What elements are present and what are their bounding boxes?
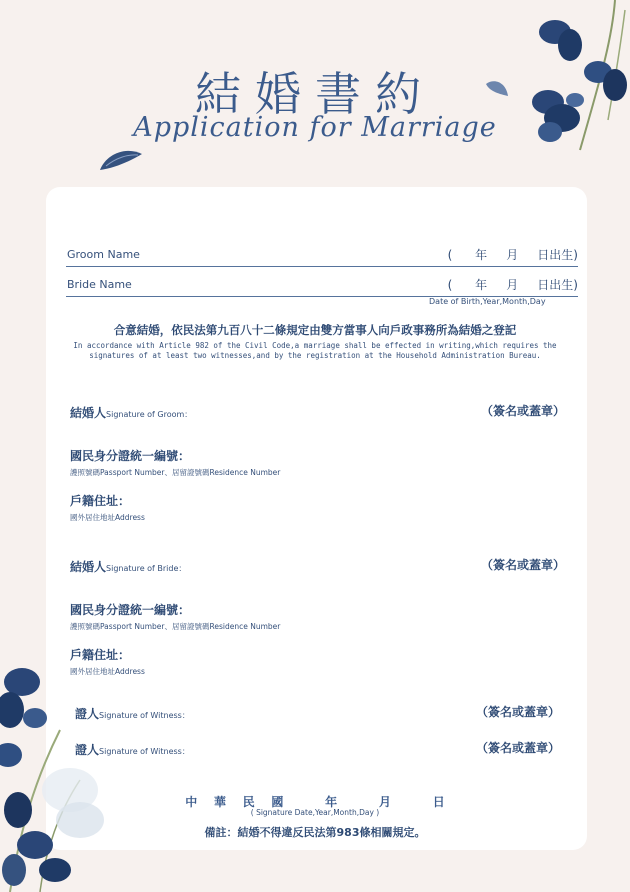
groom-sign-or-seal-hint: （簽名或蓋章） — [480, 404, 565, 418]
bride-id-field[interactable] — [70, 601, 280, 632]
groom-signature-label: 結婚人 — [70, 406, 107, 420]
groom-passport-label: 護照號碼Passport Number、居留證號碼Residence Number — [70, 468, 281, 477]
signature-date-line: 中 華 民 國 年 月 日 — [185, 795, 445, 809]
bride-id-label: 國民身分證統一編號： — [70, 603, 191, 617]
legal-notice-english-line-2: signatures of at least two witnesses,and by the registration at the Household Administration Bureau. — [89, 351, 541, 360]
bride-birth-date-field: ( 年 月 日出生) — [447, 278, 578, 292]
witness-2-sign-or-seal-hint: （簽名或蓋章） — [475, 741, 560, 755]
bride-signature-label: 結婚人 — [70, 560, 107, 574]
legal-notice-english-line-1: In accordance with Article 982 of the Civil Code,a marriage shall be effected in writing,which requires the — [73, 341, 557, 350]
iris-flower-decoration-bottom-left — [0, 660, 120, 892]
groom-id-label: 國民身分證統一編號： — [70, 449, 191, 463]
witness-2-signature-row[interactable] — [75, 739, 560, 757]
witness-1-english: Signature of Witness： — [99, 711, 190, 720]
witness-1-sign-or-seal-hint: （簽名或蓋章） — [475, 705, 560, 719]
witness-2-english: Signature of Witness： — [99, 747, 190, 756]
bride-address-label: 戶籍住址： — [70, 648, 131, 662]
legal-notice-english — [0, 341, 630, 361]
remark-note: 備註：結婚不得違反民法第983條相關規定。 — [204, 826, 426, 839]
groom-name-row[interactable] — [66, 244, 578, 267]
groom-address-label: 戶籍住址： — [70, 494, 131, 508]
groom-birth-date-field: ( 年 月 日出生) — [447, 248, 578, 262]
witness-1-label: 證人 — [75, 707, 100, 721]
groom-signature-row[interactable] — [70, 402, 565, 420]
bride-name-row[interactable] — [66, 274, 578, 297]
bride-foreign-address-label: 國外居住地址Address — [70, 667, 145, 676]
groom-id-field[interactable] — [70, 447, 280, 478]
bride-sign-or-seal-hint: （簽名或蓋章） — [480, 558, 565, 572]
groom-signature-english: Signature of Groom： — [106, 410, 193, 419]
legal-notice-chinese: 合意結婚，依民法第九百八十二條規定由雙方當事人向戶政事務所為結婚之登記 — [113, 323, 517, 337]
groom-address-field[interactable] — [70, 492, 145, 523]
witness-2-label: 證人 — [75, 743, 100, 757]
page-title-chinese: 結婚書約 — [195, 67, 435, 121]
petal-decoration-left — [98, 146, 144, 174]
witness-1-signature-row[interactable] — [75, 703, 560, 721]
bride-name-label: Bride Name — [67, 278, 132, 291]
bride-passport-label: 護照號碼Passport Number、居留證號碼Residence Number — [70, 622, 281, 631]
groom-name-label: Groom Name — [67, 248, 140, 261]
bride-signature-english: Signature of Bride： — [106, 564, 187, 573]
signature-date-note: ( Signature Date,Year,Month,Day ) — [250, 808, 380, 817]
bride-signature-row[interactable] — [70, 556, 565, 574]
page-title-english: Application for Marriage — [133, 112, 497, 143]
groom-foreign-address-label: 國外居住地址Address — [70, 513, 145, 522]
date-of-birth-note: Date of Birth,Year,Month,Day — [429, 297, 546, 306]
